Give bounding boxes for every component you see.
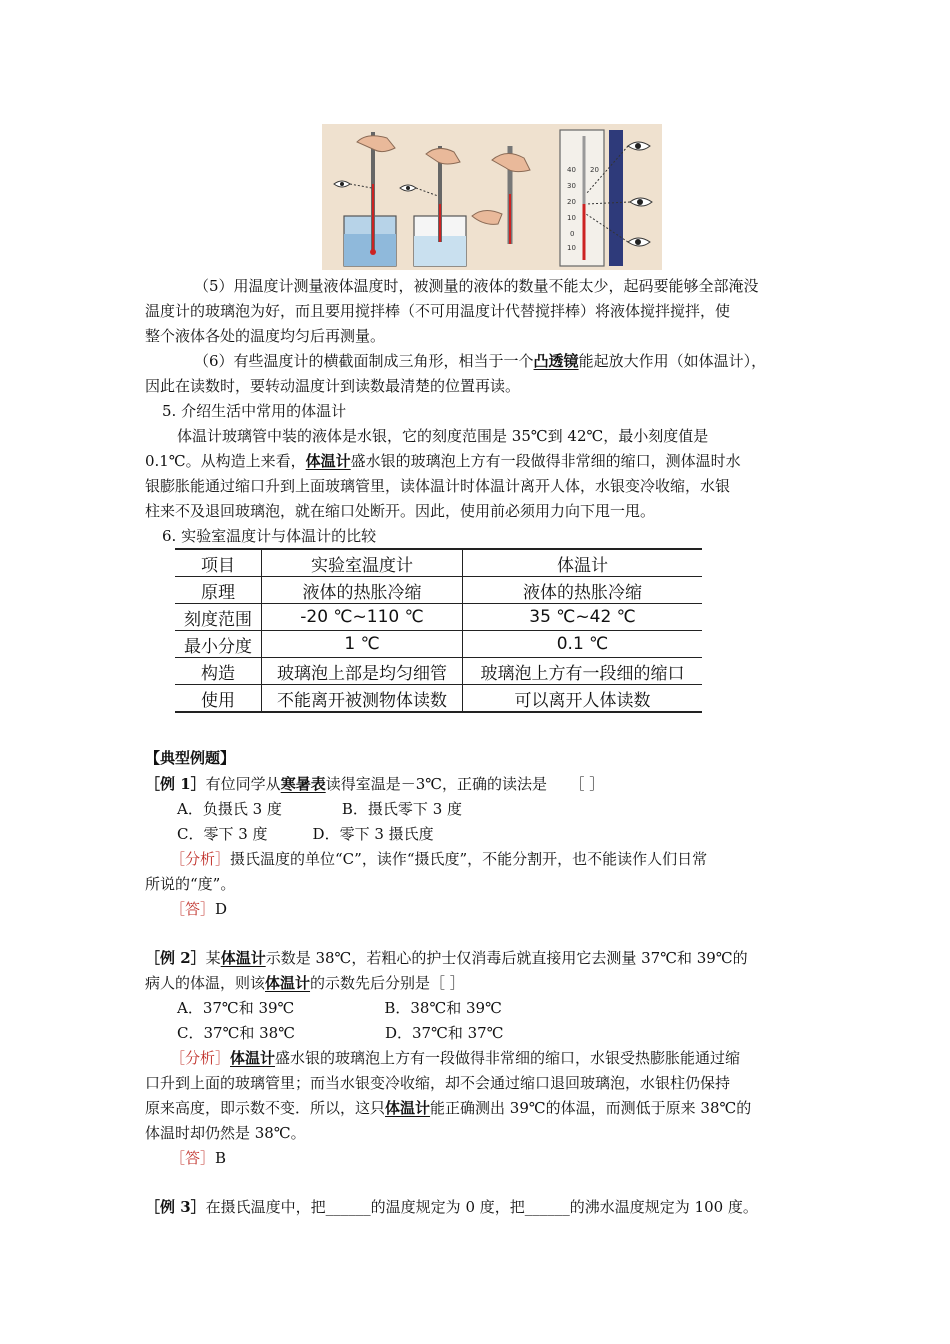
example2-question-line1 xyxy=(145,946,748,970)
answer-tag: ［答］ xyxy=(170,900,216,918)
example3-question xyxy=(145,1195,758,1219)
table-cell: 35 ℃~42 ℃ xyxy=(463,604,703,631)
section6-heading: 6. 实验室温度计与体温计的比较 xyxy=(162,527,377,545)
table-header-row xyxy=(175,549,702,577)
example1-answer xyxy=(170,897,227,921)
example2-question-line2 xyxy=(145,971,465,995)
table-cell: 原理 xyxy=(175,577,262,604)
analysis-tag: ［分析］ xyxy=(170,850,231,868)
example2-analysis-line1 xyxy=(170,1046,740,1070)
thermometer-reading-illustration xyxy=(322,124,662,270)
para5-line1: （5）用温度计测量液体温度时，被测量的液体的数量不能太少，起码要能够全部淹没 xyxy=(194,277,759,295)
example2-analysis-line3 xyxy=(145,1096,751,1120)
para5-line2: 温度计的玻璃泡为好，而且要用搅拌棒（不可用温度计代替搅拌棒）将液体搅拌搅拌，使 xyxy=(145,302,731,320)
table-header-cell: 实验室温度计 xyxy=(262,549,463,577)
example2-text-a: 某 xyxy=(205,949,221,967)
para6-line1 xyxy=(194,349,766,373)
table-cell: 玻璃泡上部是均匀细管 xyxy=(262,658,463,685)
section5-text-c: 盛水银的玻璃泡上方有一段做得非常细的缩口，测体温时水 xyxy=(350,452,741,470)
table-cell: 使用 xyxy=(175,685,262,713)
keyword-convex-lens: 凸透镜 xyxy=(533,352,579,370)
table-cell: 可以离开人体读数 xyxy=(463,685,703,713)
example1-options-cd: C．零下 3 度 D．零下 3 摄氏度 xyxy=(177,825,434,843)
example1-text-a: 有位同学从 xyxy=(205,775,281,793)
table-cell: -20 ℃~110 ℃ xyxy=(262,604,463,631)
table-cell: 液体的热胀冷缩 xyxy=(463,577,703,604)
scale-tick-label: 20 xyxy=(567,198,576,206)
example2-text-e: 的示数先后分别是［ ］ xyxy=(310,974,465,992)
scale-tick-label: 10 xyxy=(567,244,576,252)
keyword-clinical-thermometer: 体温计 xyxy=(230,1049,276,1067)
section5-line3: 银膨胀能通过缩口升到上面玻璃管里，读体温计时体温计离开人体，水银变冷收缩，水银 xyxy=(145,477,731,495)
table-cell: 液体的热胀冷缩 xyxy=(262,577,463,604)
table-row xyxy=(175,577,702,604)
table-row xyxy=(175,685,702,713)
example1-tag: ［例 1］ xyxy=(145,775,206,793)
example2-analysis-line2: 口升到上面的玻璃管里；而当水银变冷收缩，却不会通过缩口退回玻璃泡，水银柱仍保持 xyxy=(145,1074,731,1092)
table-row xyxy=(175,631,702,658)
table-cell: 玻璃泡上方有一段细的缩口 xyxy=(463,658,703,685)
example2-tag: ［例 2］ xyxy=(145,949,206,967)
examples-heading: 【典型例题】 xyxy=(145,749,236,767)
para5-line3: 整个液体各处的温度均匀后再测量。 xyxy=(145,327,386,345)
example2-options-ab: A．37℃和 39℃ B．38℃和 39℃ xyxy=(177,999,502,1017)
example2-text-c: 示数是 38℃，若粗心的护士仅消毒后就直接用它去测量 37℃和 39℃的 xyxy=(265,949,748,967)
example2-analysis-text-c: 能正确测出 39℃的体温，而测低于原来 38℃的 xyxy=(430,1099,752,1117)
example1-analysis-line1 xyxy=(170,847,707,871)
para6-text-a: （6）有些温度计的横截面制成三角形，相当于一个 xyxy=(194,352,534,370)
keyword-clinical-thermometer: 体温计 xyxy=(265,974,311,992)
scale-tick-label: 30 xyxy=(567,182,576,190)
example2-answer-value: B xyxy=(215,1149,227,1167)
example2-analysis-line4: 体温时却仍然是 38℃。 xyxy=(145,1124,306,1142)
keyword-clinical-thermometer: 体温计 xyxy=(305,452,351,470)
scale-tick-label: 10 xyxy=(567,214,576,222)
scale-tick-label: 40 xyxy=(567,166,576,174)
comparison-table xyxy=(175,548,702,713)
example1-question xyxy=(145,772,604,796)
table-row xyxy=(175,604,702,631)
table-row xyxy=(175,658,702,685)
para6-line2: 因此在读数时，要转动温度计到读数最清楚的位置再读。 xyxy=(145,377,521,395)
table-cell: 1 ℃ xyxy=(262,631,463,658)
thermometer-drawing xyxy=(322,124,662,270)
example3-text: 在摄氏温度中，把______的温度规定为 0 度，把______的沸水温度规定为 100 度。 xyxy=(205,1198,758,1216)
example2-analysis-text-a: 原来高度，即示数不变．所以，这只 xyxy=(145,1099,386,1117)
table-cell: 不能离开被测物体读数 xyxy=(262,685,463,713)
analysis-tag: ［分析］ xyxy=(170,1049,231,1067)
section5-line2 xyxy=(145,449,741,473)
keyword-clinical-thermometer: 体温计 xyxy=(385,1099,431,1117)
section5-text-a: 0.1℃。从构造上来看， xyxy=(145,452,306,470)
example1-text-c: 读得室温是－3℃，正确的读法是 ［ ］ xyxy=(325,775,605,793)
example1-analysis-line2: 所说的“度”。 xyxy=(145,875,236,893)
example2-text-d: 病人的体温，则该 xyxy=(145,974,266,992)
example1-analysis-text: 摄氏温度的单位“C”，读作“摄氏度”，不能分割开，也不能读作人们日常 xyxy=(230,850,708,868)
table-cell: 刻度范围 xyxy=(175,604,262,631)
scale-tick-label: 0 xyxy=(570,230,575,238)
table-cell: 最小分度 xyxy=(175,631,262,658)
example1-answer-value: D xyxy=(215,900,228,918)
answer-tag: ［答］ xyxy=(170,1149,216,1167)
table-header-cell: 体温计 xyxy=(463,549,703,577)
para6-text-c: 能起放大作用（如体温计）， xyxy=(578,352,767,370)
section5-line4: 柱来不及退回玻璃泡，就在缩口处断开。因此，使用前必须用力向下甩一甩。 xyxy=(145,502,656,520)
example2-analysis-text: 盛水银的玻璃泡上方有一段做得非常细的缩口，水银受热膨胀能通过缩 xyxy=(275,1049,741,1067)
example3-tag: ［例 3］ xyxy=(145,1198,206,1216)
example2-answer xyxy=(170,1146,226,1170)
table-header-cell: 项目 xyxy=(175,549,262,577)
keyword-thermometer-board: 寒暑表 xyxy=(280,775,326,793)
section5-heading: 5. 介绍生活中常用的体温计 xyxy=(162,402,347,420)
scale-tick-label: 20 xyxy=(590,166,599,174)
table-cell: 0.1 ℃ xyxy=(463,631,703,658)
section5-line1: 体温计玻璃管中装的液体是水银，它的刻度范围是 35℃到 42℃，最小刻度值是 xyxy=(177,427,709,445)
example2-options-cd: C．37℃和 38℃ D．37℃和 37℃ xyxy=(177,1024,504,1042)
table-cell: 构造 xyxy=(175,658,262,685)
example1-options-ab: A．负摄氏 3 度 B．摄氏零下 3 度 xyxy=(177,800,463,818)
keyword-clinical-thermometer: 体温计 xyxy=(220,949,266,967)
